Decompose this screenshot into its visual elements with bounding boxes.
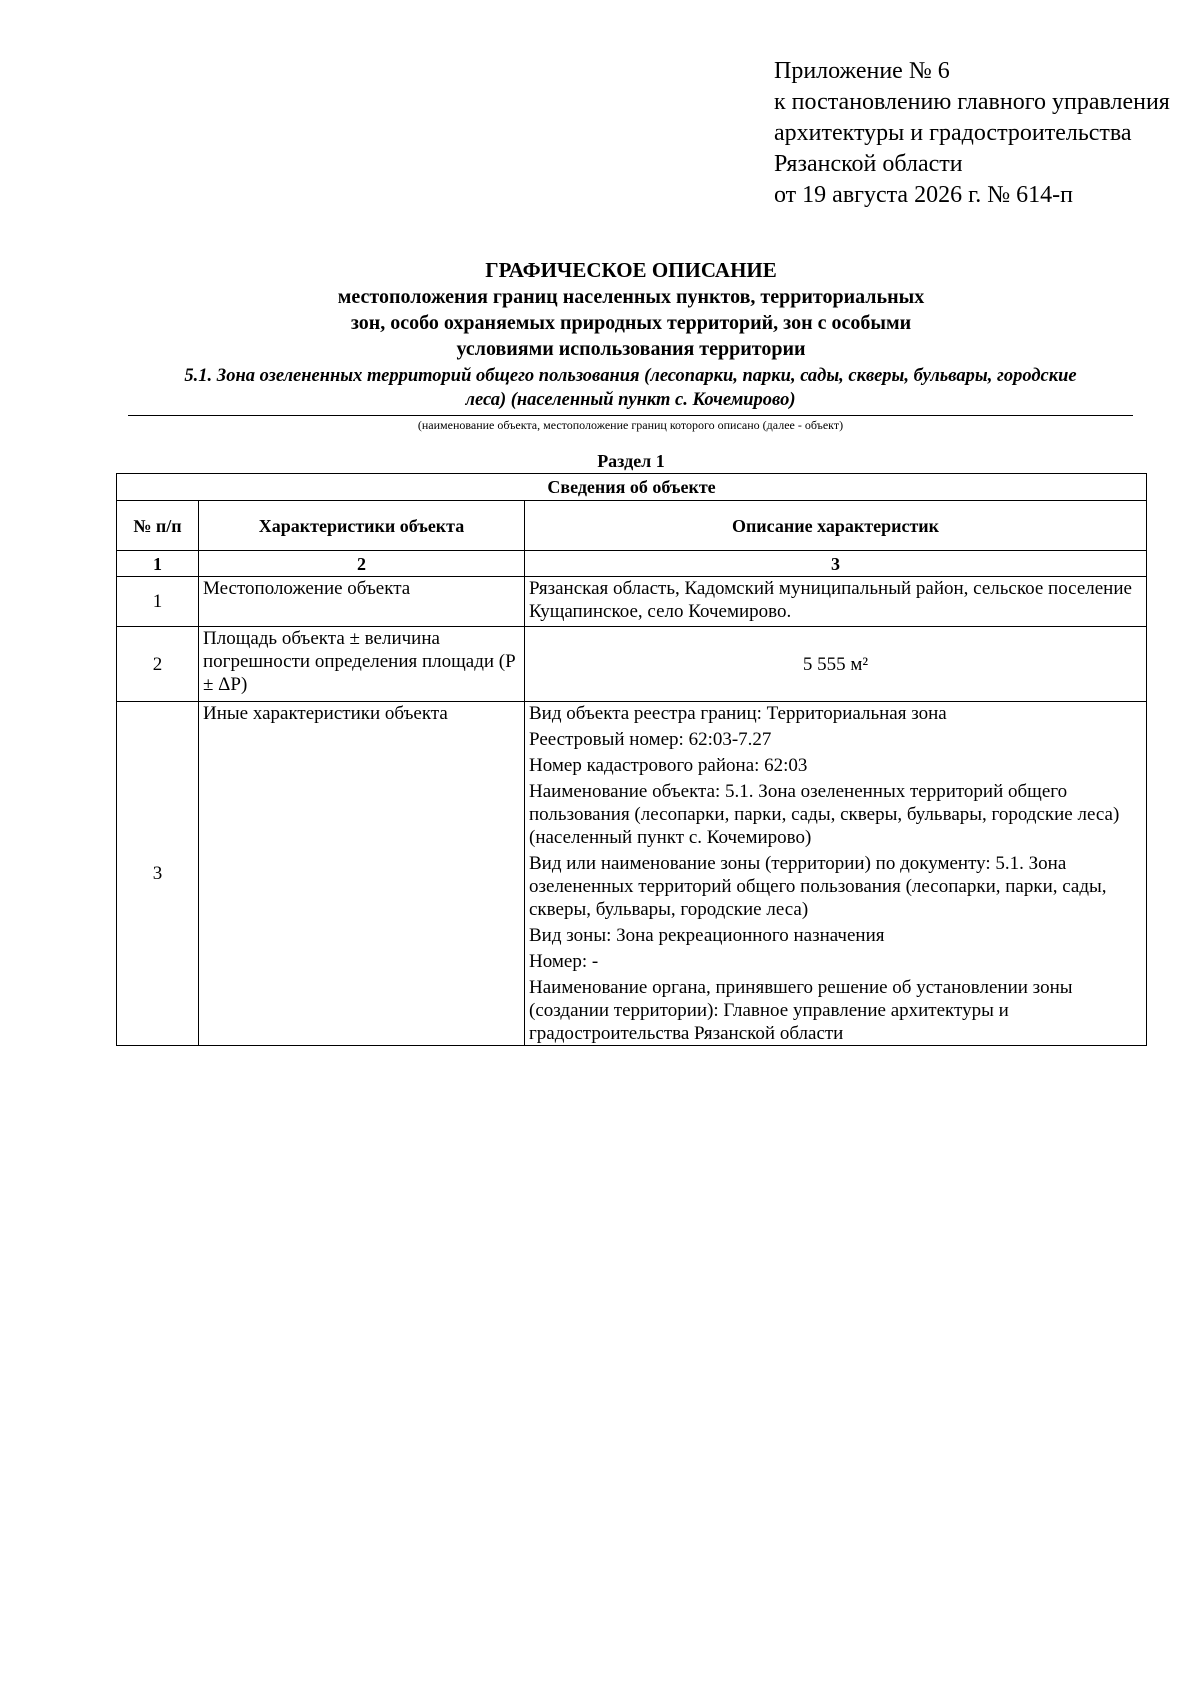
annex-line: архитектуры и градостроительства [774,120,1132,146]
row-characteristic: Местоположение объекта [199,577,525,627]
table-header-row [117,501,1147,551]
header-description: Описание характеристик [525,501,1147,551]
annex-line: к постановлению главного управления [774,89,1170,115]
column-number: 2 [199,551,525,577]
table-row [117,627,1147,702]
row-number: 2 [117,627,199,702]
document-subtitle-line: условиями использования территории [456,338,806,360]
section-title: Раздел 1 [597,451,665,471]
column-number: 1 [117,551,199,577]
document-title-block [116,257,1146,362]
object-name-caption: (наименование объекта, местоположение границ которого описано (далее - объект) [417,418,844,432]
object-name-line: леса) (населенный пункт с. Кочемирово) [465,390,796,410]
object-info-table [116,473,1147,1046]
table-title: Сведения об объекте [117,474,1147,501]
column-number-row [117,551,1147,577]
row-number: 1 [117,577,199,627]
description-line: Номер: - [529,951,599,972]
description-line: Наименование объекта: 5.1. Зона озелененных территорий общего пользования (лесопарки, парки, сады, скверы, бульвары, городские леса) (населенный пункт с. Кочемирово) [529,781,1120,848]
header-num: № п/п [117,501,199,551]
annex-line: Приложение № 6 [774,58,950,84]
row-characteristic: Иные характеристики объекта [199,702,525,1046]
description-line: Реестровый номер: 62:03-7.27 [529,729,772,750]
document-subtitle-line: местоположения границ населенных пунктов, территориальных [337,286,925,308]
description-line: Вид зоны: Зона рекреационного назначения [529,925,885,946]
column-number: 3 [525,551,1147,577]
annex-block [774,56,1184,211]
annex-line: Рязанской области [774,151,963,177]
header-characteristics: Характеристики объекта [199,501,525,551]
document-title: ГРАФИЧЕСКОЕ ОПИСАНИЕ [485,258,777,282]
description-line: Вид или наименование зоны (территории) по документу: 5.1. Зона озелененных территорий общего пользования (лесопарки, парки, сады, скверы, бульвары, городские леса) [529,853,1107,920]
annex-line: от 19 августа 2026 г. № 614-п [774,182,1073,208]
row-characteristic: Площадь объекта ± величина погрешности определения площади (P ± ΔP) [199,627,525,702]
row-description [525,627,1147,702]
object-name-underline [128,415,1133,416]
description-line: Наименование органа, принявшего решение об установлении зоны (создании территории): Главное управление архитектуры и градостроительства Рязанской области [529,977,1073,1044]
description-line: 5 555 м² [802,653,869,675]
table-row [117,577,1147,627]
table-title-row [117,474,1147,501]
row-description [525,577,1147,627]
row-number: 3 [117,702,199,1046]
description-line: Вид объекта реестра границ: Территориальная зона [529,703,947,724]
description-line: Номер кадастрового района: 62:03 [529,755,808,776]
description-line: Рязанская область, Кадомский муниципальный район, сельское поселение Кущапинское, село Кочемирово. [529,578,1132,622]
object-name [128,364,1133,412]
row-description [525,702,1147,1046]
table-row [117,702,1147,1046]
object-name-line: 5.1. Зона озелененных территорий общего пользования (лесопарки, парки, сады, скверы, бульвары, городские [184,366,1077,386]
document-subtitle-line: зон, особо охраняемых природных территорий, зон с особыми [350,312,912,334]
